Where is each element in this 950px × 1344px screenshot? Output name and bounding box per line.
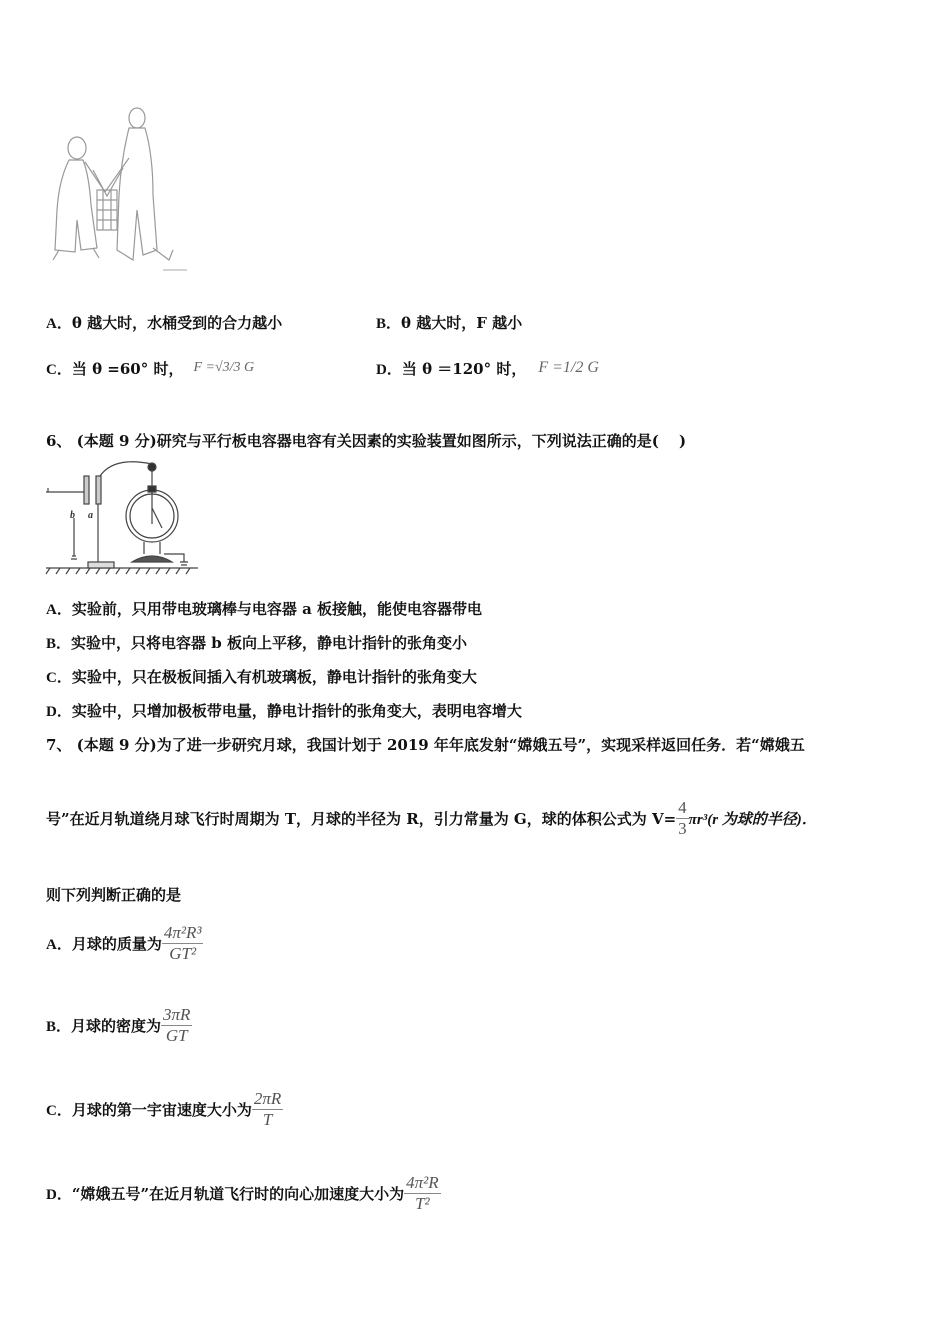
formula-d: F =1/2 G (538, 359, 599, 376)
capacitor-electroscope-figure (44, 458, 200, 576)
q7-stem-line2: 号”在近月轨道绕月球飞行时周期为 T，月球的半径为 R，引力常量为 G，球的体积公式为 V= $\frac{4}{3}$ πr³(r 为球的半径)． (46, 797, 817, 838)
people-carrying-bucket-figure (45, 100, 190, 275)
q5-option-a[interactable]: A．θ 越大时，水桶受到的合力越小 (46, 314, 283, 332)
fraction-b: $\frac{3\pi R}{GT}$ (163, 1004, 191, 1045)
q5-option-b[interactable]: B．θ 越大时，F 越小 (376, 314, 523, 332)
fraction-a: $\frac{\text{4π²R³}}{\text{GT²}}$ (163, 922, 202, 963)
q7-option-a[interactable]: A． 月球的质量为 $\frac{\text{4π²R³}}{\text{GT²}}$ (46, 922, 202, 963)
q6-option-b[interactable]: B．实验中，只将电容器 b 板向上平移，静电计指针的张角变小 (46, 634, 467, 652)
q6-option-a[interactable]: A．实验前，只用带电玻璃棒与电容器 a 板接触，能使电容器带电 (46, 600, 483, 618)
plate-a-label: a (88, 510, 93, 521)
volume-fraction: $\frac{4}{3}$ (678, 797, 687, 838)
q7-stem-line1: 7、 (本题 9 分)为了进一步研究月球，我国计划于 2019 年年底发射“嫦娥五号”，实现采样返回任务．若“嫦娥五 (46, 736, 805, 754)
q6-option-d[interactable]: D．实验中，只增加极板带电量，静电计指针的张角变大，表明电容增大 (46, 702, 522, 720)
q5-option-d[interactable]: D． 当 θ ＝120° 时， F =1/2 G (376, 359, 599, 378)
fraction-d: $\frac{\text{4π²R}}{\text{T²}}$ (406, 1172, 439, 1213)
q6-option-c[interactable]: C．实验中，只在极板间插入有机玻璃板，静电计指针的张角变大 (46, 668, 477, 686)
plate-b-label: b (70, 510, 75, 521)
q7-option-c[interactable]: C． 月球的第一宇宙速度大小为 $\frac{2\pi R}{T}$ (46, 1088, 282, 1129)
q5-option-c[interactable]: C． 当 θ =60° 时， F =√3/3 G (46, 359, 255, 378)
fraction-c: $\frac{2\pi R}{T}$ (253, 1088, 282, 1129)
q6-stem: 6、 (本题 9 分)研究与平行板电容器电容有关因素的实验装置如图所示，下列说法正确的是( ) (46, 432, 687, 450)
q7-stem-line3: 则下列判断正确的是 (46, 886, 182, 904)
formula-c: F =√3/3 G (193, 360, 255, 375)
q7-option-b[interactable]: B． 月球的密度为 $\frac{3\pi R}{GT}$ (46, 1004, 191, 1045)
q7-option-d[interactable]: D． “嫦娥五号”在近月轨道飞行时的向心加速度大小为 $\frac{\text{4π²R}}{\text{T²}}$ (46, 1172, 439, 1213)
